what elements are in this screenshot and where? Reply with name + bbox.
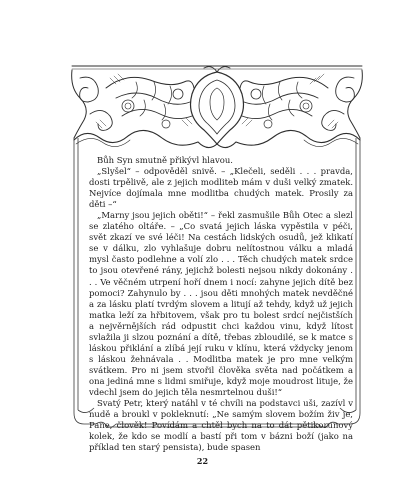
paragraph: Bůh Syn smutně přikývl hlavou.	[97, 155, 233, 165]
paragraph: „Marny jsou jejich oběti!“ – řekl zasmušile Bůh Otec a slezl se zlatého oltáře. – „Co svatá jejich láska vypěstila v péči, svět zkazí ve své léči! Na cestách lidských osudů, jež klikatí se v dálku, zlo vyhlašuje dobru nelítostnou válku a mladá mysl často podlehne a volí zlo . . . Těch chudých matek srdce to jsou otevřené rány, jejichž bolesti nejsou nikdy dokonány . . . Ve věčném utrpení hoří dnem i nocí: zahyne jejich dítě bez pomoci? Zahynulo by . . . jsou děti mnohých matek nevděčné a za lásku platí tvrdým slovem a litují až tehdy, když už jejich matka leží za hřbitovem, však pro tu bolest srdcí nejčistších a nejvěrnějších rád odpustit chci každou vinu, když lítost svlažila ji slzou poznání a dítě, třebas zbloudilé, se k matce s láskou přiklání a zlíbá její ruku v klínu, která vždycky jenom s láskou žehnávala . . Modlitba matek je pro mne velkým svátkem. Pro ni jsem stvořil člověka světa nad počátkem a ona jediná mne s lidmi smiřuje, když moje moudrost lituje, že vdechl jsem do jejich těla nesmrtelnou duši!“	[89, 210, 353, 397]
ornamental-header-flourish	[66, 58, 368, 154]
body-text	[89, 155, 353, 453]
paragraph: Svatý Petr, který natáhl v té chvíli na podstavci uši, zazívl v nudě a broukl v pokleknutí: „Ne samým slovem božím živ je, Pane, člověk! Povídám a chtěl bych na to dát pětikorunový kolek, že kdo se modlí a bastí při tom v bázni boží (jako na příklad ten starý pensista), bude spasen	[89, 398, 353, 453]
paragraph: „Slyšel“ – odpověděl snivě. – „Klečeli, seděli . . . pravda, dosti trpělivě, ale z jejich modliteb mám v duši velký zmatek. Nejvíce dojímala mne modlitba chudých matek. Prosily za děti –“	[89, 166, 353, 210]
page-number: 22	[196, 456, 209, 466]
